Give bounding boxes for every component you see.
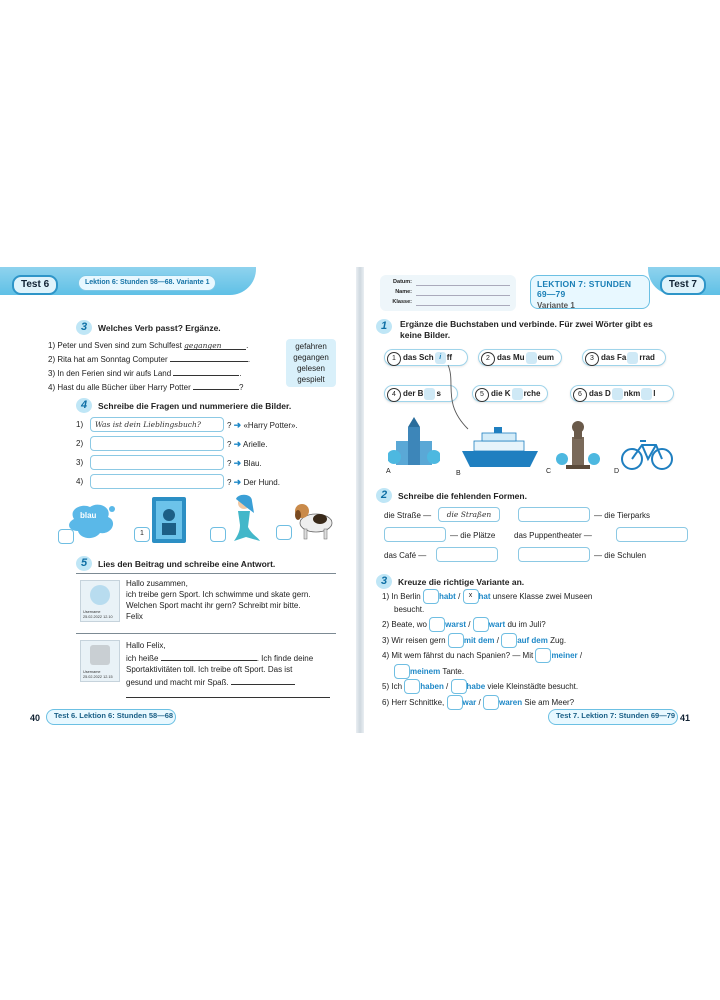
test-badge: Test 6 xyxy=(12,275,58,295)
connection-line xyxy=(440,363,480,433)
checkbox[interactable] xyxy=(394,664,410,679)
student-info-box: Datum: Name: Klasse: xyxy=(380,275,516,311)
monument-image xyxy=(546,415,600,475)
checkbox[interactable] xyxy=(535,648,551,663)
word-card-3[interactable]: 3 das Fa rrad xyxy=(582,349,666,366)
exercise-line: 3) In den Ferien sind wir aufs Land . xyxy=(48,366,284,380)
task-number: 1 xyxy=(376,319,392,334)
task-instruction: Kreuze die richtige Variante an. xyxy=(398,576,525,587)
arrow-right-icon: ➜ xyxy=(233,477,242,487)
word-box xyxy=(286,339,336,387)
forum-post-1 xyxy=(76,573,336,634)
exercise-line: 1) Peter und Sven sind zum Schulfest gegangen . xyxy=(48,341,249,350)
checkbox-checked[interactable]: x xyxy=(463,589,479,604)
bicycle-image xyxy=(614,437,674,475)
lektion-title: LEKTION 7: STUNDEN 69—79 xyxy=(537,279,632,299)
task-number: 3 xyxy=(376,574,392,589)
checkbox[interactable] xyxy=(423,589,439,604)
answer-field[interactable] xyxy=(518,507,590,522)
answer-blank[interactable] xyxy=(126,688,330,698)
answer-blank[interactable] xyxy=(170,352,248,362)
arrow-right-icon: ➜ xyxy=(233,439,242,449)
task-instruction: Ergänze die Buchstaben und verbinde. Für zwei Wörter gibt es keine Bilder. xyxy=(400,319,653,340)
book-spread xyxy=(0,267,720,733)
task-5-header xyxy=(76,555,275,573)
word-option: gespielt xyxy=(297,375,325,384)
exercise-line: 1) In Berlin habt / x hat unsere Klasse zwei Museen xyxy=(382,589,698,605)
name-blank[interactable] xyxy=(161,651,257,661)
answer-blank[interactable]: gegangen xyxy=(184,340,246,350)
answer-field[interactable] xyxy=(384,527,446,542)
lektion-tag: Lektion 6: Stunden 58—68. Variante 1 xyxy=(78,275,216,291)
answer-field[interactable] xyxy=(616,527,688,542)
exercise-line: 4) Mit wem fährst du nach Spanien? — Mit meiner / xyxy=(382,648,698,664)
date-field[interactable] xyxy=(416,279,510,286)
word-card-5[interactable]: 5 die K rche xyxy=(472,385,548,402)
exercise-line: 4) Hast du alle Bücher über Harry Potter ? xyxy=(48,380,284,394)
question-field[interactable] xyxy=(90,436,224,451)
letter-gap[interactable] xyxy=(526,352,537,364)
exercise-line: 5) Ich haben / habe viele Kleinstädte besucht. xyxy=(382,679,698,695)
question-field[interactable] xyxy=(90,474,224,489)
checkbox[interactable] xyxy=(501,633,517,648)
exercise-line-continued: besucht. xyxy=(394,604,425,614)
letter-gap[interactable] xyxy=(627,352,638,364)
answer-field[interactable]: die Straßen xyxy=(438,507,500,522)
task-3-lines xyxy=(48,340,284,394)
number-box[interactable] xyxy=(58,529,74,544)
book-image xyxy=(148,495,190,545)
letter-gap[interactable] xyxy=(641,388,652,400)
arrow-right-icon: ➜ xyxy=(233,420,242,430)
number-box[interactable]: 1 xyxy=(134,527,150,542)
user-photo xyxy=(90,585,110,605)
letter-gap[interactable] xyxy=(512,388,523,400)
mermaid-image xyxy=(224,493,264,543)
variante-label: Variante 1 xyxy=(537,301,575,310)
exercise-line: 2) Beate, wo warst / wart du im Juli? xyxy=(382,617,698,633)
letter-gap[interactable] xyxy=(612,388,623,400)
letter-gap[interactable] xyxy=(424,388,435,400)
left-page: Test 6 Lektion 6: Stunden 58—68. Variante 1 3 Welches Verb passt? Ergänze. 1) Peter und Sven sind zum Schulfest gegangen . 2) Rita hat am Sonntag Computer . 3) In den Ferien sind wir aufs Land . 4) Hast du alle Bücher über Harry Potter ? gefahren gegangen gelesen gespielt 4 Schreibe die Fragen und nummeriere die Bilder. 1) Was ist dein Lieblingsbuch? ? ➜ «Harry Potter». 2) ? ➜ Arielle. 3) ? ➜ Blau. 4) ? ➜ Der Hund. blau 1 5 Lies den Beitrag und schreibe eine Antwort. Username 25.02.2022 12.10 Hallo zusammen, ich treibe gern Sport. Ich schwimme und skate gern. Welchen Sport macht ihr gern? Schreibt mir bitte. Felix Username 25.02.2022 12.15 Hallo Felix, ich heiße . Ich finde deine Sportaktivitäten toll. Ich treibe oft Sport. Das ist gesund und macht mir Spaß. 40 Test 6. Lektion 6: Stunden 58—68 xyxy=(0,267,360,733)
question-field[interactable]: Was ist dein Lieblingsbuch? xyxy=(90,417,224,432)
picture-letter: D xyxy=(614,468,620,475)
answer-field[interactable] xyxy=(518,547,590,562)
word-card-4[interactable]: 4 der B s xyxy=(384,385,458,402)
task-number: 5 xyxy=(76,556,92,571)
answer-blank[interactable] xyxy=(173,366,239,376)
dog-image xyxy=(290,495,338,543)
task-1-header xyxy=(376,319,676,341)
word-option: gelesen xyxy=(296,364,326,373)
task-3-lines xyxy=(382,589,698,710)
task-instruction: Schreibe die Fragen und nummeriere die Bilder. xyxy=(98,400,292,411)
task-2-header xyxy=(376,487,527,505)
avatar: Username 25.02.2022 12.10 xyxy=(80,580,120,622)
picture-letter: B xyxy=(456,470,461,477)
checkbox[interactable] xyxy=(483,695,499,710)
task-number: 3 xyxy=(76,320,92,335)
footer-text: Test 6. Lektion 6: Stunden 58—68 xyxy=(54,711,174,720)
page-number: 41 xyxy=(680,713,691,723)
picture-label: blau xyxy=(80,511,97,520)
avatar: Username 25.02.2022 12.15 xyxy=(80,640,120,682)
page-number: 40 xyxy=(30,713,41,723)
picture-letter: C xyxy=(546,468,552,475)
exercise-line: 6) Herr Schnittke, war / waren Sie am Meer? xyxy=(382,695,698,711)
task-instruction: Schreibe die fehlenden Formen. xyxy=(398,490,527,501)
letter-gap[interactable]: i xyxy=(435,352,446,364)
word-option: gegangen xyxy=(293,353,329,362)
church-image xyxy=(386,417,440,475)
task-number: 2 xyxy=(376,488,392,503)
word-card-1[interactable]: 1 das Sch i ff xyxy=(384,349,468,366)
checkbox[interactable] xyxy=(448,633,464,648)
answer-blank[interactable] xyxy=(231,675,295,685)
class-field[interactable] xyxy=(416,299,510,306)
lektion-header xyxy=(530,275,650,309)
arrow-right-icon: ➜ xyxy=(233,458,242,468)
reply-text: Hallo Felix, ich heiße . Ich finde deine Sportaktivitäten toll. Ich treibe oft Sport. Das ist gesund und macht mir Spaß. xyxy=(126,640,332,701)
checkbox[interactable] xyxy=(429,617,445,632)
answer-blank[interactable] xyxy=(193,380,239,390)
footer-text: Test 7. Lektion 7: Stunden 69—79 xyxy=(556,711,676,720)
camera-icon xyxy=(90,645,110,665)
task-4-header xyxy=(76,397,291,415)
task-number: 4 xyxy=(76,398,92,413)
checkbox[interactable] xyxy=(404,679,420,694)
word-option: gefahren xyxy=(295,342,327,351)
task-2-grid: die Straße — die Straßen — die Tierparks — die Plätze das Puppentheater — das Café — — die Schulen xyxy=(384,507,694,567)
exercise-line: 3) Wir reisen gern mit dem / auf dem Zug. xyxy=(382,633,698,649)
picture-letter: A xyxy=(386,468,391,475)
task-instruction: Welches Verb passt? Ergänze. xyxy=(98,322,221,333)
test-badge: Test 7 xyxy=(660,275,706,295)
right-page xyxy=(360,267,720,733)
exercise-line-continued: meinem Tante. xyxy=(382,664,698,680)
checkbox[interactable] xyxy=(473,617,489,632)
question-field[interactable] xyxy=(90,455,224,470)
word-card-2[interactable]: 2 das Mu eum xyxy=(478,349,562,366)
checkbox[interactable] xyxy=(447,695,463,710)
word-card-6[interactable]: 6 das D nkm l xyxy=(570,385,674,402)
exercise-line: 2) Rita hat am Sonntag Computer . xyxy=(48,352,284,366)
ship-image xyxy=(456,427,540,477)
forum-post-2 xyxy=(76,633,336,700)
checkbox[interactable] xyxy=(451,679,467,694)
post-text: Hallo zusammen, ich treibe gern Sport. Ich schwimme und skate gern. Welchen Sport macht ihr gern? Schreibt mir bitte. Felix xyxy=(126,579,311,621)
name-field[interactable] xyxy=(416,289,510,296)
answer-field[interactable] xyxy=(436,547,498,562)
task-3-header xyxy=(76,319,221,337)
task-instruction: Lies den Beitrag und schreibe eine Antwort. xyxy=(98,558,276,569)
